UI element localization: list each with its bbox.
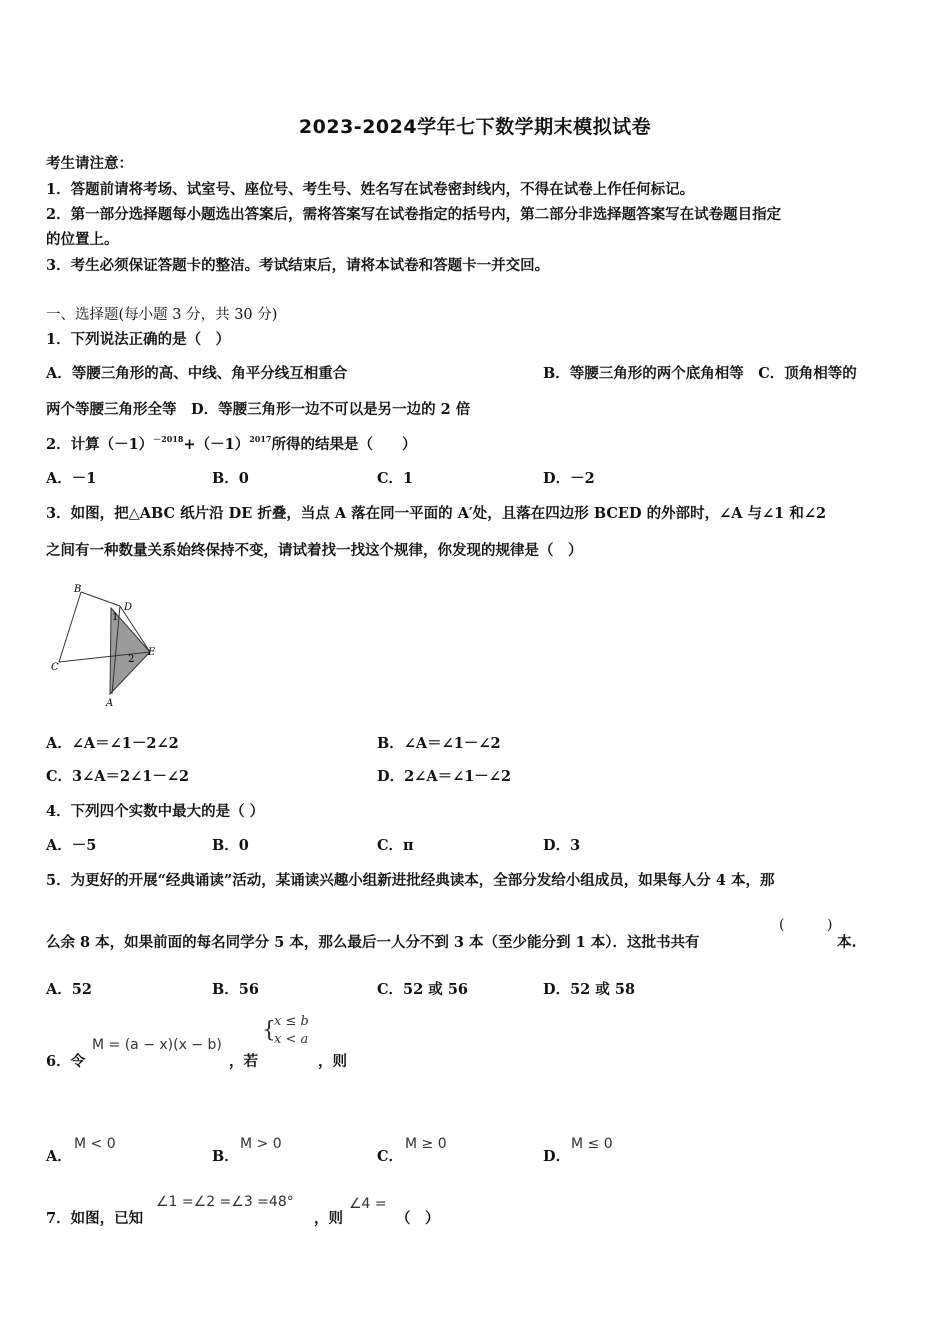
label-b: B	[74, 584, 82, 595]
q2-prefix: 2．计算（－1）	[46, 436, 154, 453]
q1-option-a: A．等腰三角形的高、中线、角平分线互相重合	[46, 365, 348, 382]
q4-option-d: D．3	[543, 837, 581, 854]
q5-option-b: B．56	[212, 981, 259, 998]
notice-item-2: 2．第一部分选择题每小题选出答案后，需将答案写在试卷指定的括号内，第二部分非选择题答案写在试卷题目指定	[46, 206, 782, 223]
notice-heading: 考生请注意：	[46, 155, 133, 172]
label-1: 1	[112, 612, 119, 623]
q2-exponent-1: －2018	[153, 434, 184, 444]
q2-option-c: C．1	[377, 470, 414, 487]
q4-option-c: C．π	[377, 837, 414, 854]
label-e: E	[148, 647, 156, 658]
label-2: 2	[128, 654, 135, 665]
q2-mid: +（－1）	[183, 436, 250, 453]
q3-option-d: D．2∠A＝∠1－∠2	[377, 768, 512, 785]
q3-option-a: A．∠A＝∠1－2∠2	[46, 735, 179, 752]
segment-ba	[59, 592, 81, 662]
q5-stem-line2: 么余 8 本，如果前面的每名同学分 5 本，那么最后一人分不到 3 本（至少能分到 1 本）．这批书共有	[46, 934, 700, 951]
label-a: A	[106, 698, 114, 709]
q6-option-d-formula: M ≤ 0	[571, 1136, 613, 1152]
brace-icon: {	[262, 1018, 276, 1043]
q3-option-c: C．3∠A＝2∠1－∠2	[46, 768, 190, 785]
q2-exponent-2: 2017	[249, 434, 272, 444]
q5-tail: 本.	[837, 934, 857, 951]
q4-option-b: B．0	[212, 837, 249, 854]
q7-suffix: （ ）	[396, 1210, 440, 1227]
segment-bd	[81, 592, 120, 606]
q5-stem-line1: 5．为更好的开展“经典诵读”活动，某诵读兴趣小组新进批经典读本，全部分发给小组成员，如果每人分 4 本，那	[46, 872, 775, 889]
q4-stem: 4．下列四个实数中最大的是（ ）	[46, 803, 265, 820]
notice-item-3: 3．考生必须保证答题卡的整洁。考试结束后，请将本试卷和答题卡一并交回。	[46, 257, 550, 274]
q2-option-d: D．－2	[543, 470, 595, 487]
q5-blank-open: (	[779, 917, 785, 933]
q6-option-c-label: C．	[377, 1148, 404, 1165]
q6-option-c-formula: M ≥ 0	[405, 1136, 447, 1152]
page-title: 2023-2024学年七下数学期末模拟试卷	[298, 116, 652, 138]
q6-option-d-label: D．	[543, 1148, 571, 1165]
q1-option-cd: 两个等腰三角形全等 D．等腰三角形一边不可以是另一边的 2 倍	[46, 401, 471, 418]
q6-mid: ，若	[229, 1053, 258, 1070]
q7-formula-2: ∠4 =	[349, 1196, 387, 1212]
q6-suffix: ，则	[318, 1053, 347, 1070]
q3-stem-line1: 3．如图，把△ABC 纸片沿 DE 折叠，当点 A 落在同一平面的 A′处，且落在四边形 BCED 的外部时，∠A 与∠1 和∠2	[46, 505, 827, 522]
q7-formula: ∠1 =∠2 =∠3 =48°	[156, 1194, 294, 1210]
q3-triangle-figure	[46, 580, 166, 712]
q6-inequality-system	[262, 1014, 322, 1054]
notice-item-1: 1．答题前请将考场、试室号、座位号、考生号、姓名写在试卷密封线内，不得在试卷上作任何标记。	[46, 181, 695, 198]
q5-option-d: D．52 或 58	[543, 981, 636, 998]
section-heading: 一、选择题(每小题 3 分，共 30 分)	[46, 307, 278, 323]
q6-option-b-label: B．	[212, 1148, 239, 1165]
q2-suffix: 所得的结果是（ ）	[271, 436, 417, 453]
q3-option-b: B．∠A＝∠1－∠2	[377, 735, 501, 752]
q6-system-row-1: x ≤ b	[274, 1014, 309, 1029]
q6-option-a-formula: M < 0	[74, 1136, 116, 1152]
q1-stem: 1．下列说法正确的是（ ）	[46, 331, 231, 348]
q2-stem	[46, 433, 416, 454]
label-c: C	[51, 662, 59, 673]
notice-item-2-cont: 的位置上。	[46, 231, 119, 248]
q6-option-b-formula: M > 0	[240, 1136, 282, 1152]
q7-prefix: 7．如图，已知	[46, 1210, 144, 1227]
q6-formula: M = (a − x)(x − b)	[92, 1037, 222, 1053]
q2-option-b: B．0	[212, 470, 249, 487]
q5-blank-close: )	[827, 917, 833, 933]
q6-system-row-2: x < a	[274, 1032, 309, 1047]
q7-mid: ，则	[314, 1210, 343, 1227]
q3-stem-line2: 之间有一种数量关系始终保持不变，请试着找一找这个规律，你发现的规律是（ ）	[46, 542, 583, 559]
q6-option-a-label: A．	[46, 1148, 72, 1165]
q2-option-a: A．－1	[46, 470, 97, 487]
q1-option-bc: B．等腰三角形的两个底角相等 C．顶角相等的	[543, 365, 857, 382]
q5-option-a: A．52	[46, 981, 92, 998]
q4-option-a: A．－5	[46, 837, 97, 854]
q5-option-c: C．52 或 56	[377, 981, 468, 998]
label-d: D	[124, 602, 133, 613]
q6-prefix: 6．令	[46, 1053, 86, 1070]
